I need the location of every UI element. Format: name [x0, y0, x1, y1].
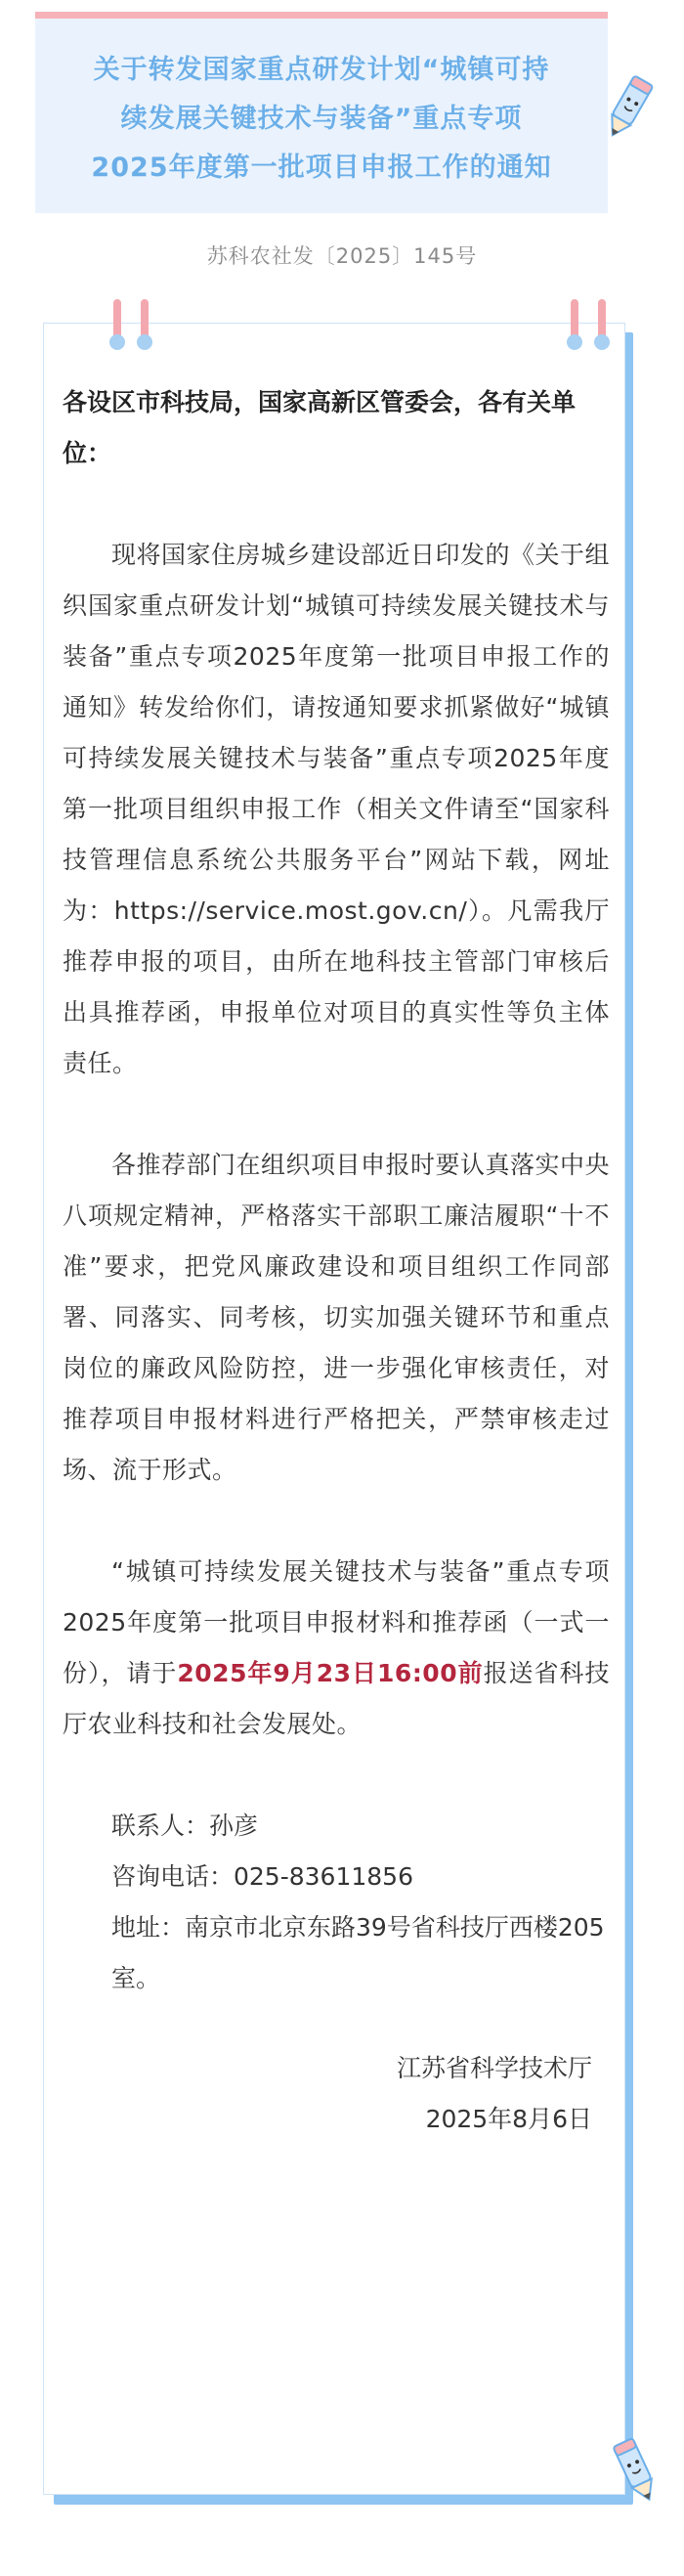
- salutation: 各设区市科技局，国家高新区管委会，各有关单位：: [63, 388, 577, 467]
- title-line-3: 2025年度第一批项目申报工作的通知: [91, 153, 552, 183]
- paragraph-2: 各推荐部门在组织项目申报时要认真落实中央八项规定精神，严格落实干部职工廉洁履职“十不准”要求，把党风廉政建设和项目组织工作同部署、同落实、同考核，切实加强关键环节和重点岗位的廉政风险防控，进一步强化审核责任，对推荐项目申报材料进行严格把关，严禁审核走过场、流于形式。: [63, 1151, 611, 1484]
- spacer: [63, 2004, 610, 2043]
- spacer: [63, 479, 610, 530]
- binder-clip-icon: [109, 299, 125, 352]
- pencil-mascot-icon: [598, 68, 657, 147]
- spacer: [63, 1089, 610, 1140]
- paragraph-3-text: “城镇可持续发展关键技术与装备”重点专项2025年度第一批项目申报材料和推荐函（一式一份），请于: [63, 1557, 610, 1687]
- pencil-mascot-icon: [606, 2432, 664, 2511]
- contact-person: 联系人：孙彦: [111, 1812, 259, 1840]
- contact-address: 地址：南京市北京东路39号省科技厅西楼205室。: [111, 1913, 605, 1992]
- document-number: 苏科农社发〔2025〕145号: [206, 244, 478, 268]
- binder-clip-icon: [137, 299, 152, 352]
- signature-org: 江苏省科学技术厅: [396, 2054, 592, 2082]
- title-banner: [35, 12, 608, 213]
- paragraph-3-text-end: 报送省科技厅农业科技和社会发展处。: [63, 1659, 610, 1738]
- title-line-2: 续发展关键技术与装备”重点专项: [120, 104, 523, 134]
- signature-date: 2025年8月6日: [425, 2105, 592, 2133]
- paragraph-3: [63, 1547, 610, 1750]
- paragraph-1: 现将国家住房城乡建设部近日印发的《关于组织国家重点研发计划“城镇可持续发展关键技术与装备”重点专项2025年度第一批项目申报工作的通知》转发给你们，请按通知要求抓紧做好“城镇可持续发展关键技术与装备”重点专项2025年度第一批项目组织申报工作（相关文件请至“国家科技管理信息系统公共服务平台”网站下载，网址为：https://service.most.gov.cn/）。凡需我厅推荐申报的项目，由所在地科技主管部门审核后出具推荐函，申报单位对项目的真实性等负主体责任。: [63, 541, 611, 1077]
- binder-clip-icon: [594, 299, 610, 352]
- contact-phone: 咨询电话：025-83611856: [111, 1862, 413, 1891]
- binder-clip-icon: [567, 299, 582, 352]
- spacer: [63, 1750, 610, 1801]
- letter-body: [63, 377, 610, 2145]
- spacer: [63, 1496, 610, 1547]
- title-line-1: 关于转发国家重点研发计划“城镇可持: [93, 55, 550, 85]
- deadline: 2025年9月23日16:00前: [177, 1659, 484, 1687]
